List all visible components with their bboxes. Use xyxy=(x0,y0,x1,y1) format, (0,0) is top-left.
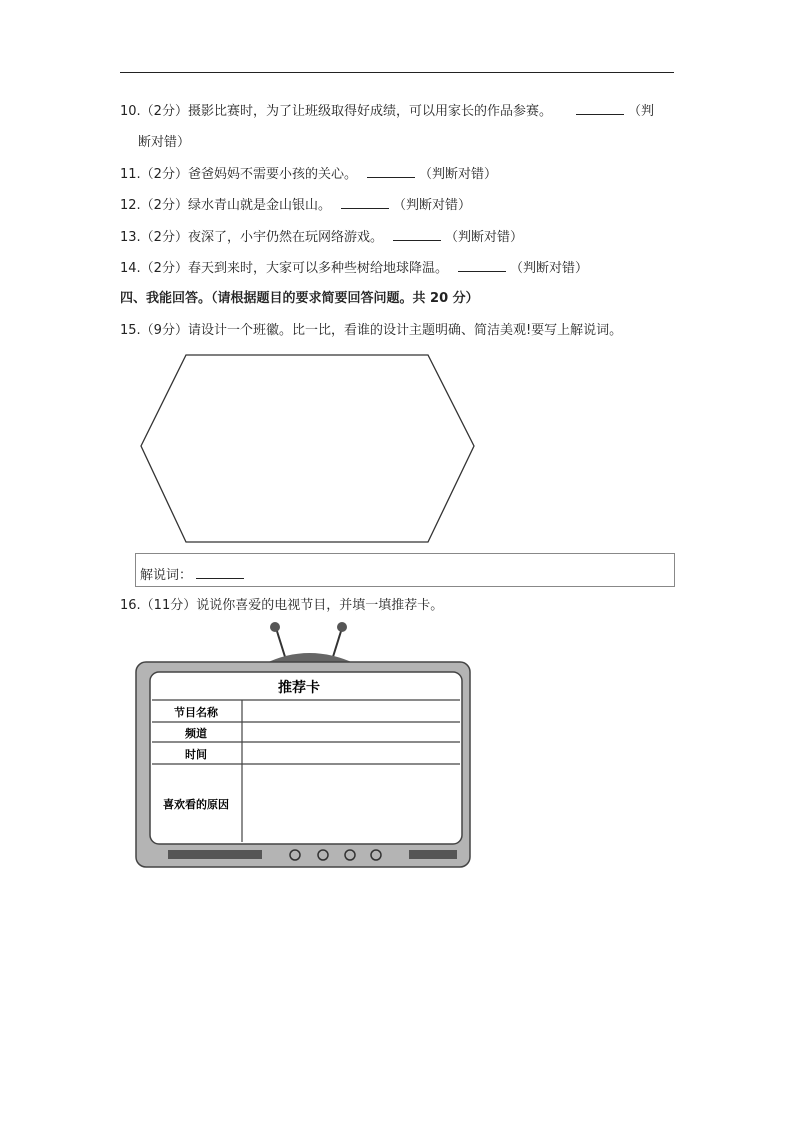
question-14: 14.（2分）春天到来时，大家可以多种些树给地球降温。 （判断对错） xyxy=(120,261,588,276)
question-15: 15.（9分）请设计一个班徽。比一比，看谁的设计主题明确、简洁美观!要写上解说词。 xyxy=(120,323,623,338)
badge-hexagon[interactable] xyxy=(138,352,478,547)
row-label-time: 时间 xyxy=(185,748,207,761)
question-16: 16.（11分）说说你喜爱的电视节目，并填一填推荐卡。 xyxy=(120,598,444,613)
answer-blank[interactable] xyxy=(393,228,441,241)
question-10-cont: 断对错） xyxy=(138,135,191,150)
section-heading: 四、我能回答。（请根据题目的要求简要回答问题。共 20 分） xyxy=(120,291,479,306)
answer-blank[interactable] xyxy=(576,102,624,115)
explanation-label: 解说词： xyxy=(140,564,248,583)
answer-blank[interactable] xyxy=(367,165,415,178)
answer-blank[interactable] xyxy=(341,196,389,209)
card-title: 推荐卡 xyxy=(278,680,320,696)
question-13: 13.（2分）夜深了，小宇仍然在玩网络游戏。 （判断对错） xyxy=(120,230,523,245)
question-10: 10.（2分）摄影比赛时，为了让班级取得好成绩，可以用家长的作品参赛。 （判 xyxy=(120,104,654,119)
answer-blank[interactable] xyxy=(458,259,506,272)
question-12: 12.（2分）绿水青山就是金山银山。 （判断对错） xyxy=(120,198,471,213)
header-rule xyxy=(120,72,674,73)
explanation-blank[interactable] xyxy=(196,566,244,579)
explanation-box xyxy=(135,553,675,587)
row-label-reason: 喜欢看的原因 xyxy=(163,798,229,811)
tv-speaker-grille xyxy=(168,850,262,859)
tv-recommend-card xyxy=(134,620,474,870)
row-label-program: 节目名称 xyxy=(174,706,218,719)
row-label-channel: 频道 xyxy=(185,727,207,740)
question-11: 11.（2分）爸爸妈妈不需要小孩的关心。 （判断对错） xyxy=(120,167,497,182)
tv-buttons-strip xyxy=(409,850,457,859)
